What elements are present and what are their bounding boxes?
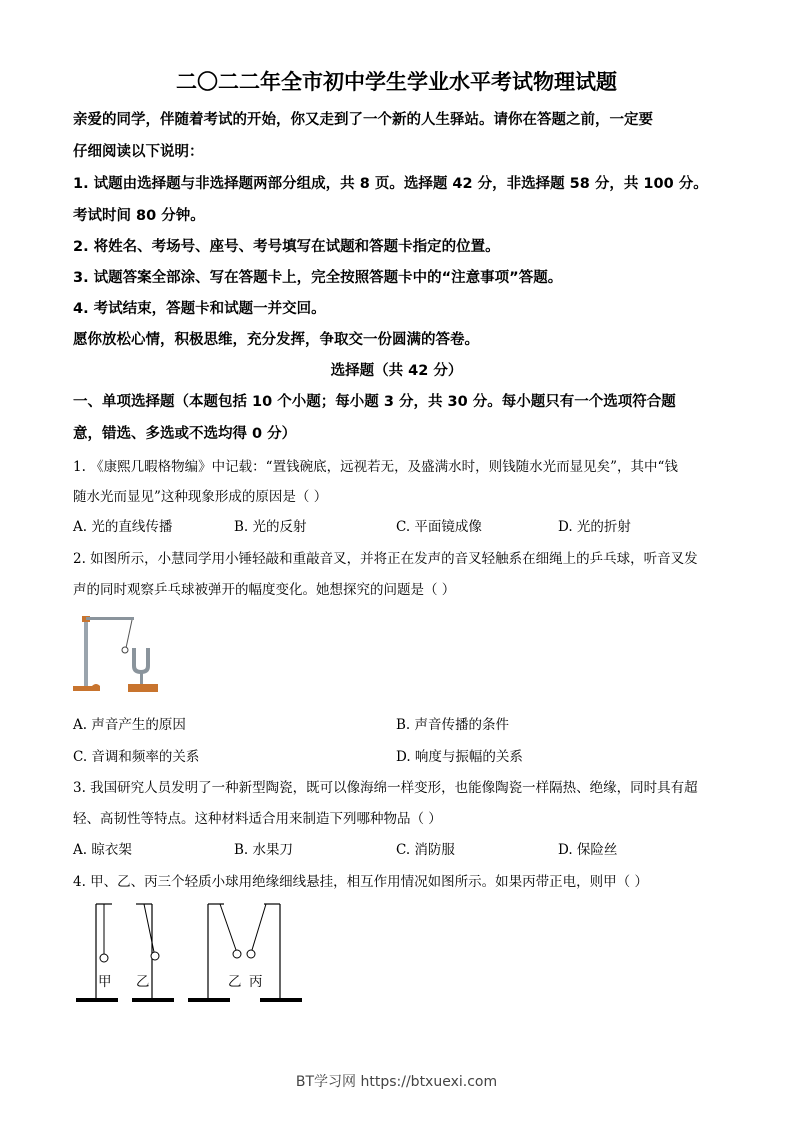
- q3-option-d: D. 保险丝: [558, 842, 618, 858]
- q1-option-a: A. 光的直线传播: [73, 519, 173, 535]
- part-instructions-cont: 意，错选、多选或不选均得 0 分）: [73, 426, 297, 442]
- wish-line: 愿你放松心情，积极思维，充分发挥，争取交一份圆满的答卷。: [73, 332, 479, 348]
- q3-option-b: B. 水果刀: [234, 842, 294, 858]
- q1-option-d: D. 光的折射: [558, 519, 631, 535]
- q2-stem: 2. 如图所示，小慧同学用小锤轻敲和重敲音叉，并将正在发声的音叉轻触系在细绳上的乒乓球，听音叉发: [73, 551, 698, 567]
- instruction-1-cont: 考试时间 80 分钟。: [73, 208, 205, 224]
- q3-stem-cont: 轻、高韧性等特点。这种材料适合用来制造下列哪种物品（ ）: [73, 811, 442, 827]
- section-heading: 选择题（共 42 分）: [330, 363, 463, 379]
- q3-option-c: C. 消防服: [396, 842, 455, 858]
- instruction-1: 1. 试题由选择题与非选择题两部分组成，共 8 页。选择题 42 分，非选择题 58 分，共 100 分。: [73, 176, 708, 192]
- intro-line-1: 亲爱的同学，伴随着考试的开始，你又走到了一个新的人生驿站。请你在答题之前，一定要: [73, 112, 653, 128]
- q2-option-c: C. 音调和频率的关系: [73, 749, 200, 765]
- tuning-fork-figure: [70, 608, 170, 698]
- q2-option-a: A. 声音产生的原因: [73, 717, 186, 733]
- q3-stem: 3. 我国研究人员发明了一种新型陶瓷，既可以像海绵一样变形，也能像陶瓷一样隔热、绝缘，同时具有超: [73, 780, 698, 796]
- charged-balls-figure: [70, 898, 310, 1010]
- ball-label-yi-left: 乙: [136, 974, 150, 990]
- page-title: 二〇二二年全市初中学生学业水平考试物理试题: [176, 70, 617, 94]
- q1-option-c: C. 平面镜成像: [396, 519, 482, 535]
- q2-option-d: D. 响度与振幅的关系: [396, 749, 523, 765]
- instruction-4: 4. 考试结束，答题卡和试题一并交回。: [73, 301, 326, 317]
- instruction-2: 2. 将姓名、考场号、座号、考号填写在试题和答题卡指定的位置。: [73, 239, 500, 255]
- q1-option-b: B. 光的反射: [234, 519, 307, 535]
- q4-stem: 4. 甲、乙、丙三个轻质小球用绝缘细线悬挂，相互作用情况如图所示。如果丙带正电，则甲（ ）: [73, 874, 648, 890]
- q2-option-b: B. 声音传播的条件: [396, 717, 510, 733]
- footer-watermark: BT学习网 https://btxuexi.com: [295, 1074, 498, 1090]
- part-instructions: 一、单项选择题（本题包括 10 个小题；每小题 3 分，共 30 分。每小题只有一个选项符合题: [73, 394, 676, 410]
- ball-label-yi-right: 乙: [228, 974, 242, 990]
- intro-line-2: 仔细阅读以下说明：: [73, 144, 204, 160]
- ball-label-bing: 丙: [249, 974, 263, 990]
- instruction-3: 3. 试题答案全部涂、写在答题卡上，完全按照答题卡中的“注意事项”答题。: [73, 270, 563, 286]
- ball-label-jia: 甲: [98, 974, 112, 990]
- q1-stem: 1. 《康熙几暇格物编》中记载：“置钱碗底，远视若无，及盛满水时，则钱随水光而显见矣”，其中“钱: [73, 459, 678, 475]
- q2-stem-cont: 声的同时观察乒乓球被弹开的幅度变化。她想探究的问题是（ ）: [73, 582, 456, 598]
- q1-stem-cont: 随水光而显见”这种现象形成的原因是（ ）: [73, 489, 328, 505]
- q3-option-a: A. 晾衣架: [73, 842, 132, 858]
